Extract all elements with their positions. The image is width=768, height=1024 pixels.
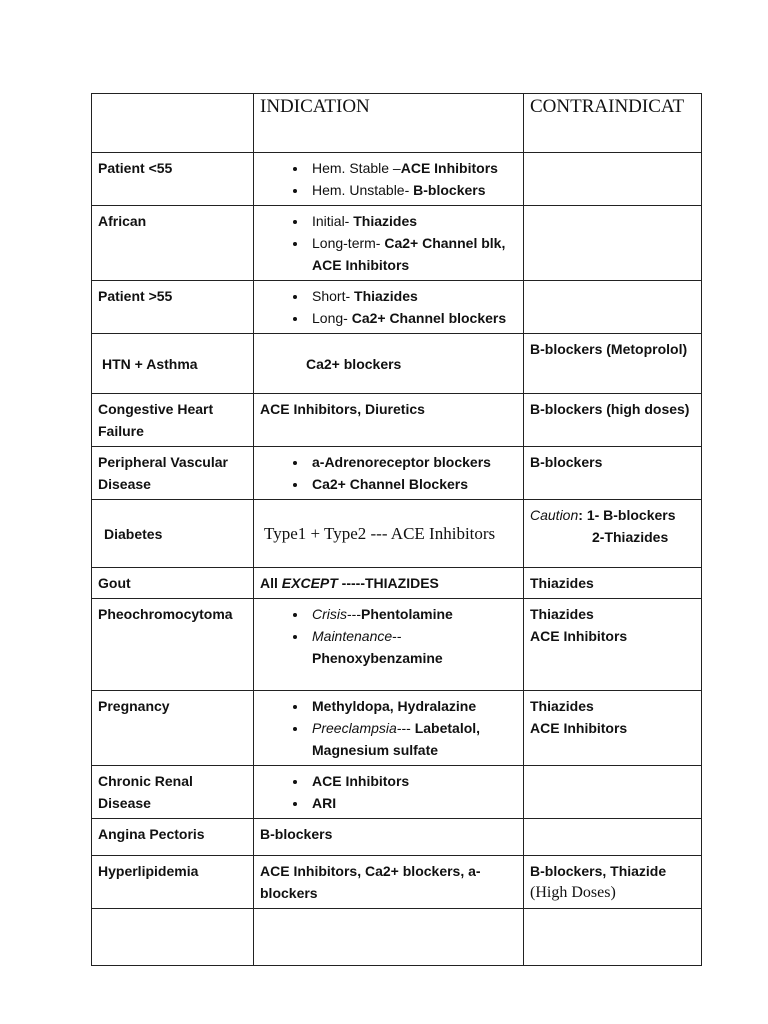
contraindication-cell xyxy=(524,206,702,281)
indication-cell: Type1 + Type2 --- ACE Inhibitors xyxy=(254,500,524,568)
condition-cell: Diabetes xyxy=(92,500,254,568)
list-item: • ACE Inhibitors xyxy=(308,770,517,792)
condition-cell: Chronic Renal Disease xyxy=(92,766,254,819)
list-item: • Initial- Thiazides xyxy=(308,210,517,232)
header-blank-cell xyxy=(92,94,254,153)
list-item: • Maintenance-- Phenoxybenzamine xyxy=(308,625,517,669)
contraindication-cell: B-blockers (Metoprolol) xyxy=(524,334,702,394)
header-row xyxy=(92,94,702,153)
list-item: • Hem. Unstable- B-blockers xyxy=(308,179,517,201)
indication-cell xyxy=(254,206,524,281)
indication-cell: Ca2+ blockers xyxy=(254,334,524,394)
drug-indication-table xyxy=(91,93,702,966)
condition-cell: Pregnancy xyxy=(92,691,254,766)
table-row xyxy=(92,691,702,766)
list-item: • ARI xyxy=(308,792,517,814)
contraindication-cell: B-blockers (high doses) xyxy=(524,394,702,447)
condition-cell xyxy=(92,909,254,966)
contraindication-cell xyxy=(524,281,702,334)
list-item: • Preeclampsia--- Labetalol, Magnesium sulfate xyxy=(308,717,517,761)
indication-cell xyxy=(254,153,524,206)
condition-cell: Peripheral Vascular Disease xyxy=(92,447,254,500)
table-row xyxy=(92,819,702,856)
list-item: • Methyldopa, Hydralazine xyxy=(308,695,517,717)
table-row xyxy=(92,909,702,966)
contraindication-cell: B-blockers, Thiazide (High Doses) xyxy=(524,856,702,909)
condition-cell: HTN + Asthma xyxy=(92,334,254,394)
header-indication: INDICATION xyxy=(254,94,524,153)
indication-cell xyxy=(254,599,524,691)
list-item: • Short- Thiazides xyxy=(308,285,517,307)
table-row xyxy=(92,281,702,334)
table-row xyxy=(92,500,702,568)
list-item: • Hem. Stable –ACE Inhibitors xyxy=(308,157,517,179)
contraindication-cell: B-blockers xyxy=(524,447,702,500)
condition-cell: Angina Pectoris xyxy=(92,819,254,856)
contraindication-cell xyxy=(524,909,702,966)
contraindication-cell: Thiazides ACE Inhibitors xyxy=(524,599,702,691)
table-row xyxy=(92,394,702,447)
table-row xyxy=(92,334,702,394)
indication-cell xyxy=(254,691,524,766)
table-row xyxy=(92,568,702,599)
caution-label: Caution xyxy=(530,507,579,523)
condition-cell: Patient >55 xyxy=(92,281,254,334)
table-row xyxy=(92,447,702,500)
contraindication-cell: Thiazides ACE Inhibitors xyxy=(524,691,702,766)
indication-cell xyxy=(254,909,524,966)
contraindication-cell xyxy=(524,153,702,206)
list-item: • Ca2+ Channel Blockers xyxy=(308,473,517,495)
list-item: • a-Adrenoreceptor blockers xyxy=(308,451,517,473)
table-row xyxy=(92,153,702,206)
indication-cell: ACE Inhibitors, Diuretics xyxy=(254,394,524,447)
condition-cell: Pheochromocytoma xyxy=(92,599,254,691)
table-row xyxy=(92,766,702,819)
header-contraindication: CONTRAINDICAT xyxy=(524,94,702,153)
table-row xyxy=(92,599,702,691)
condition-cell: Gout xyxy=(92,568,254,599)
indication-cell: All EXCEPT -----THIAZIDES xyxy=(254,568,524,599)
condition-cell: Congestive Heart Failure xyxy=(92,394,254,447)
contraindication-cell xyxy=(524,819,702,856)
indication-cell xyxy=(254,447,524,500)
contraindication-cell: Caution: 1- B-blockers 2-Thiazides xyxy=(524,500,702,568)
condition-cell: Patient <55 xyxy=(92,153,254,206)
list-item: • Long- Ca2+ Channel blockers xyxy=(308,307,517,329)
list-item: • Crisis---Phentolamine xyxy=(308,603,517,625)
contraindication-cell xyxy=(524,766,702,819)
indication-cell: ACE Inhibitors, Ca2+ blockers, a-blockers xyxy=(254,856,524,909)
table-row xyxy=(92,206,702,281)
condition-cell: African xyxy=(92,206,254,281)
contraindication-cell: Thiazides xyxy=(524,568,702,599)
indication-cell xyxy=(254,766,524,819)
table-row xyxy=(92,856,702,909)
indication-cell: B-blockers xyxy=(254,819,524,856)
indication-cell xyxy=(254,281,524,334)
condition-cell: Hyperlipidemia xyxy=(92,856,254,909)
list-item: • Long-term- Ca2+ Channel blk, ACE Inhibitors xyxy=(308,232,517,276)
